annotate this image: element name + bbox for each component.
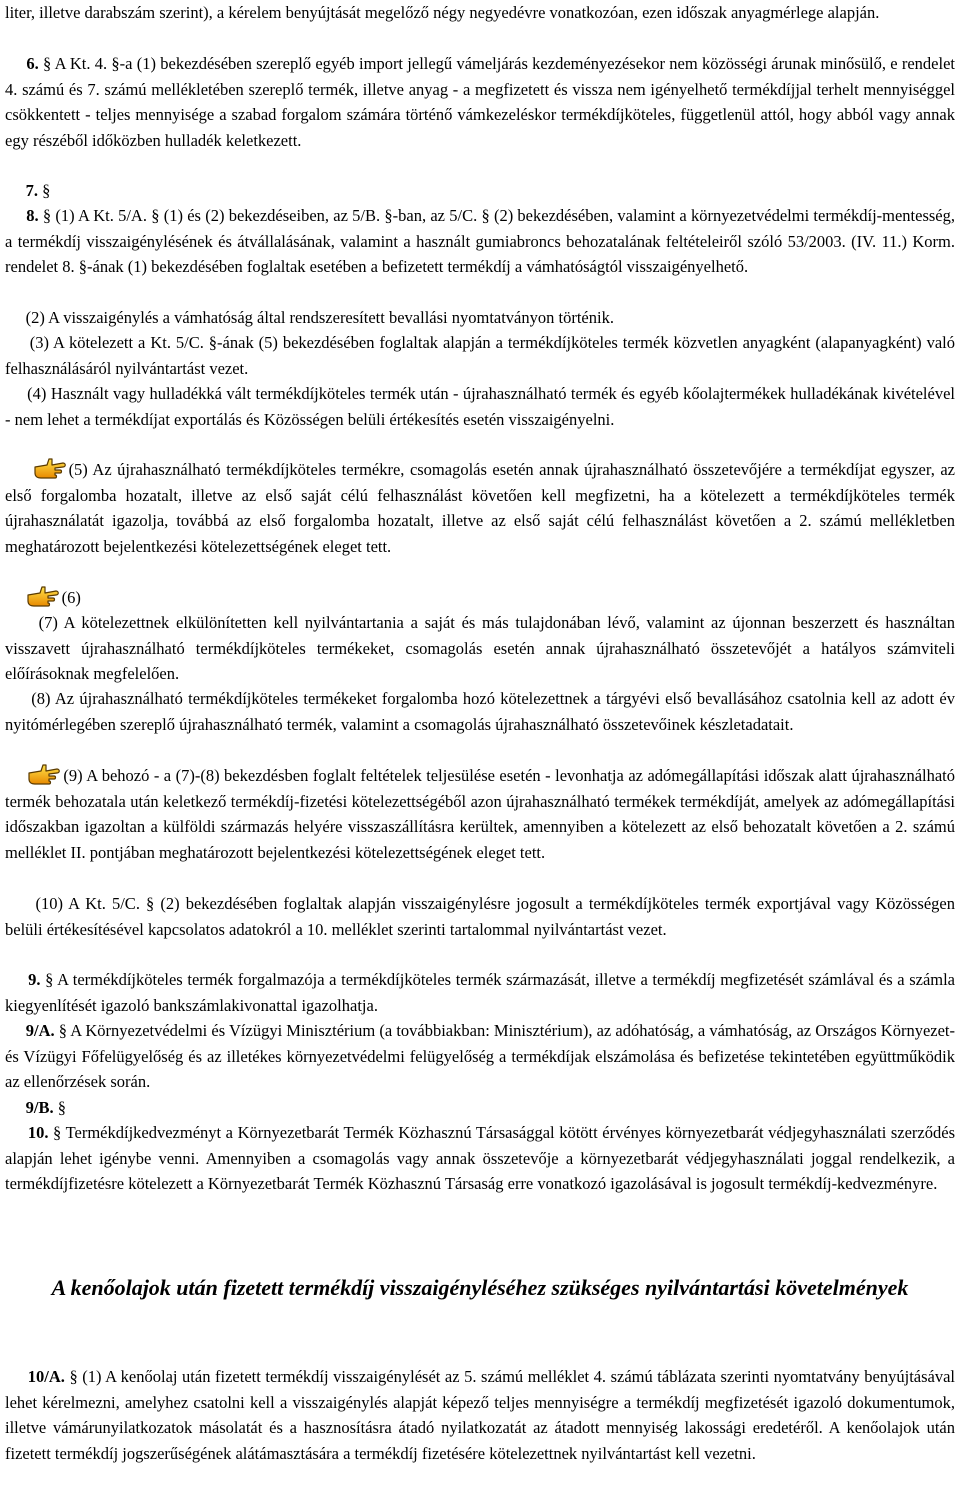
paragraph: (5) Az újrahasználható termékdíjköteles termékre, csomagolás esetén annak újrahasználható összetevőjére a termékdíjat egyszer, az első forgalomba hozatalt, illetve az első saját célú felhasználást követően kell megfizetni, ha a kötelezett a termékdíjköteles termék újrahasználatát igazolja, továbbá az első forgalomba hozatalt, illetve az első saját célú felhasználást követően a 2. számú mellékletben meghatározott bejelentkezési kötelezettségének eleget tett.: [5, 457, 955, 559]
paragraph: (7) A kötelezettnek elkülönítetten kell nyilvántartania a saját és más tulajdonában lévő, valamint az újonnan beszerzett és használtan visszavett újrahasználható termékdíjköteles termékeket, csomagolás esetén annak újrahasználható összetevőjét a hatályos számviteli előírásoknak megfelelően.: [5, 613, 955, 683]
paragraph: (10) A Kt. 5/C. § (2) bekezdésében foglaltak alapján visszaigénylésre jogosult a termékdíjköteles termék exportjával vagy Közösségen belüli értékesítésével kapcsolatos adatokról a 10. melléklet szerinti tartalommal nyilvántartást vezet.: [5, 894, 955, 939]
paragraph: 10. § Termékdíjkedvezményt a Környezetbarát Termék Közhasznú Társasággal kötött érvényes környezetbarát védjegyhasználati szerződés alapján lehet igénybe venni. Amennyiben a csomagolás vagy annak összetevője a környezetbarát védjegyhasználati joggal rendelkezik, a termékdíjfizetésre kötelezett a Környezetbarát Termék Közhasznú Társaság erre vonatkozó igazolásával is jogosult termékdíj-kedvezményre.: [5, 1123, 955, 1193]
paragraph: liter, illetve darabszám szerint), a kérelem benyújtását megelőző négy negyedévre vonatkozóan, ezen időszak anyagmérlege alapján.: [5, 3, 880, 22]
pointing-hand-icon: [26, 585, 60, 607]
paragraph: 9/B. §: [25, 1098, 66, 1117]
paragraph: 8. § (1) A Kt. 5/A. § (1) és (2) bekezdéseiben, az 5/B. §-ban, az 5/C. § (2) bekezdésében, valamint a környezetvédelmi termékdíj-mentesség, a termékdíj visszaigénylésének és átvállalásának, valamint a használt gumiabroncs behozatalának feltételeiről szóló 53/2003. (IV. 11.) Korm. rendelet 8. §-ának (1) bekezdésében foglaltak esetében a befizetett termékdíj a vámhatóságtól visszaigényelhető.: [5, 206, 956, 276]
paragraph: 9. § A termékdíjköteles termék forgalmazója a termékdíjköteles termék származását, illetve a termékdíj megfizetését számlával és a számla kiegyenlítését igazoló bankszámlakivonattal igazolhatja.: [5, 970, 956, 1015]
pointing-hand-icon: [27, 763, 61, 785]
pointing-hand-icon: [33, 457, 67, 479]
section-heading: A kenőolajok után fizetett termékdíj visszaigényléséhez szükséges nyilvántartási követelmények: [51, 1275, 909, 1300]
paragraph: (8) Az újrahasználható termékdíjköteles termékeket forgalomba hozó kötelezettnek a tárgyévi első bevallásához csatolnia kell az adott év nyitómérlegében szereplő újrahasználható termék, valamint a csomagolás újrahasználható összetevőinek készletadatait.: [5, 689, 955, 734]
paragraph: (9) A behozó - a (7)-(8) bekezdésben foglalt feltételek teljesülése esetén - levonhatja az adómegállapítási időszak alatt újrahasználható termék behozatala után keletkező termékdíj-fizetési kötelezettségéből azon újrahasználható termékek termékdíját, amelyek az adómegállapítási időszakban igazoltan a külföldi származás helyére visszaszállításra kerültek, amennyiben a kötelezett az első behozatalt követően a 2. számú melléklet II. pontjában meghatározott bejelentkezési kötelezettségének eleget tett.: [5, 763, 955, 865]
paragraph: (2) A visszaigénylés a vámhatóság által rendszeresített bevallási nyomtatványon történik.: [5, 308, 614, 327]
paragraph: 7. §: [25, 181, 51, 200]
paragraph: (3) A kötelezett a Kt. 5/C. §-ának (5) bekezdésében foglaltak alapján a termékdíjköteles termék közvetlen anyagként (alapanyagként) való felhasználásáról nyilvántartást vezet.: [5, 333, 955, 378]
paragraph: 6. § A Kt. 4. §-a (1) bekezdésében szereplő egyéb import jellegű vámeljárás kezdeményezésekor nem közösségi árunak minősülő, e rendelet 4. számú és 7. számú mellékletében szereplő termék, illetve anyag - a megfizetett és vissza nem igényelhető termékdíjjal terhelt mennyiséggel csökkentett - teljes mennyisége a szabad forgalom számára történő vámkezeléskor termékdíjköteles, függetlenül attól, hogy abból vagy annak egy részéből időközben hulladék keletkezett.: [5, 54, 955, 150]
paragraph: 10/A. § (1) A kenőolaj után fizetett termékdíj visszaigénylését az 5. számú melléklet 4. számú táblázata szerinti nyomtatvány benyújtásával lehet kérelmezni, amelyhez csatolni kell a visszaigénylés alapját képező teljes mennyiségre a termékdíj megfizetését igazoló dokumentumok, illetve vámárunyilatkozatok másolatát és a hasznosításra átadó nyilatkozatát az átadott mennyiség lakossági eredetéről. A kenőolajok után fizetett termékdíj jogszerűségének alátámasztására a termékdíj fizetésére kötelezettnek nyilvántartást kell vezetni.: [5, 1367, 956, 1463]
paragraph: (6): [5, 585, 955, 611]
paragraph: (4) Használt vagy hulladékká vált termékdíjköteles termék után - újrahasználható termék és egyéb kőolajtermékek hulladékának kivételével - nem lehet a termékdíjat exportálás és Közösségen belüli értékesítés esetén visszaigényelni.: [5, 384, 955, 429]
paragraph: 9/A. § A Környezetvédelmi és Vízügyi Minisztérium (a továbbiakban: Minisztérium), az adóhatóság, a vámhatóság, az Országos Környezet- és Vízügyi Főfelügyelőség és az illetékes környezetvédelmi felügyelőség a termékdíjak elszámolása és befizetése tekintetében együttműködik az ellenőrzések során.: [5, 1021, 955, 1091]
